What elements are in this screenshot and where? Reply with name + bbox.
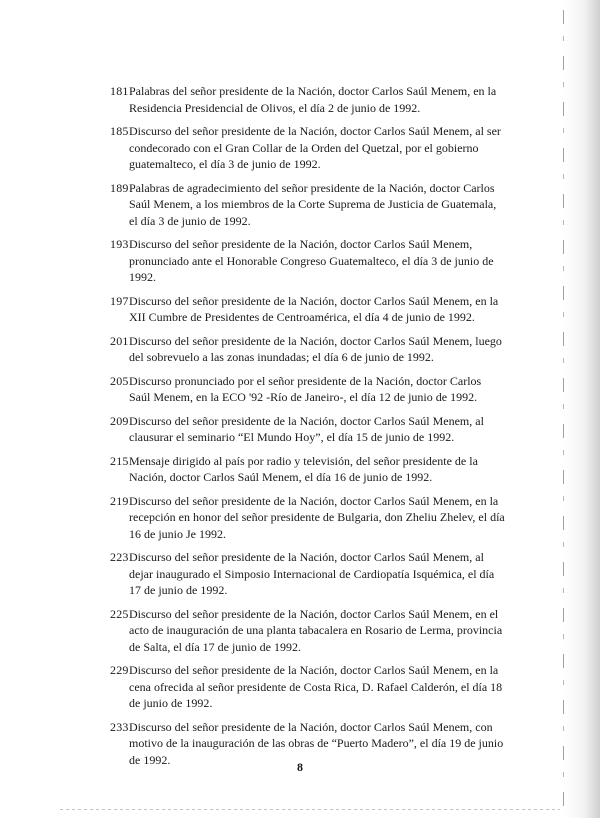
toc-page-number: 201	[110, 333, 129, 348]
toc-entry	[110, 493, 505, 543]
toc-entry-text: Palabras de agradecimiento del señor presidente de la Nación, doctor Carlos Saúl Menem, a los miembros de la Corte Suprema de Justicia de Guatemala, el día 3 de junio de 1992.	[129, 180, 497, 228]
toc-entry-text: Discurso del señor presidente de la Nación, doctor Carlos Saúl Menem, al clausurar el seminario “El Mundo Hoy”, el día 15 de junio de 1992.	[129, 413, 484, 444]
toc-page-number: 197	[110, 293, 129, 308]
toc-entry-text: Discurso del señor presidente de la Nación, doctor Carlos Saúl Menem, al ser condecorado con el Gran Collar de la Orden del Quetzal, por el gobierno guatemalteco, el día 3 de junio de 1992.	[129, 124, 501, 171]
toc-entry-text: Discurso del señor presidente de la Nación, doctor Carlos Saúl Menem, al dejar inaugurado el Simposio Internacional de Cardiopatía Isquémica, el día 17 de junio de 1992.	[129, 550, 495, 597]
toc-entry-text: Discurso del señor presidente de la Nación, doctor Carlos Saúl Menem, en la XII Cumbre de Presidentes de Centroamérica, el día 4 de junio de 1992.	[129, 293, 499, 324]
toc-entry-text: Mensaje dirigido al país por radio y televisión, del señor presidente de la Nación, doctor Carlos Saúl Menem, el día 16 de junio de 1992.	[129, 453, 478, 484]
toc-page-number: 219	[110, 493, 129, 508]
toc-page-number: 225	[110, 606, 129, 621]
toc-entry	[110, 180, 505, 230]
toc-page-number: 193	[110, 237, 129, 251]
toc-entry	[110, 549, 505, 599]
toc-entry-text: Discurso del señor presidente de la Nación, doctor Carlos Saúl Menem, en el acto de inauguración de una planta tabacalera en Rosario de Lerma, provincia de Salta, el día 17 de junio de 1992.	[129, 606, 503, 654]
toc-entry-text: Discurso del señor presidente de la Nación, doctor Carlos Saúl Menem, pronunciado ante el Honorable Congreso Guatemalteco, el día 3 de junio de 1992.	[129, 237, 494, 284]
toc-page-number: 233	[110, 719, 129, 734]
toc-entry	[110, 413, 505, 446]
toc-page-number: 189	[110, 180, 129, 195]
toc-page-number: 223	[110, 550, 129, 564]
toc-page-number: 215	[110, 453, 129, 468]
toc-entry-text: Palabras del señor presidente de la Nación, doctor Carlos Saúl Menem, en la Residencia Presidencial de Olivos, el día 2 de junio de 1992.	[129, 84, 497, 115]
page-folio-number: 8	[297, 760, 303, 774]
toc-entry-text: Discurso del señor presidente de la Nación, doctor Carlos Saúl Menem, con motivo de la inauguración de las obras de “Puerto Madero”, el día 19 de junio de 1992.	[129, 719, 504, 767]
page-edge-shadow	[564, 0, 600, 818]
toc-entry-text: Discurso del señor presidente de la Nación, doctor Carlos Saúl Menem, en la cena ofrecida al señor presidente de Costa Rica, D. Rafael Calderón, el día 18 de junio de 1992.	[129, 663, 503, 710]
table-of-contents	[110, 83, 505, 775]
toc-page-number: 209	[110, 413, 129, 428]
toc-entry	[110, 606, 505, 656]
toc-page-number: 205	[110, 373, 129, 388]
toc-entry	[110, 373, 505, 406]
toc-page-number: 185	[110, 124, 129, 138]
toc-entry	[110, 333, 505, 366]
toc-entry-text: Discurso pronunciado por el señor presidente de la Nación, doctor Carlos Saúl Menem, en la ECO '92 -Río de Janeiro-, el día 12 de junio de 1992.	[129, 373, 482, 404]
scan-edge-line	[563, 10, 564, 810]
toc-entry-text: Discurso del señor presidente de la Nación, doctor Carlos Saúl Menem, en la recepción en honor del señor presidente de Bulgaria, don Zheliu Zhelev, el día 16 de junio Je 1992.	[129, 493, 505, 541]
toc-page-number: 181	[110, 84, 129, 98]
toc-entry	[110, 662, 505, 712]
scan-bottom-edge	[60, 809, 560, 810]
toc-page-number: 229	[110, 663, 129, 677]
toc-entry	[110, 236, 505, 286]
toc-entry	[110, 293, 505, 326]
toc-entry	[110, 83, 505, 116]
toc-entry	[110, 123, 505, 173]
toc-entry	[110, 453, 505, 486]
toc-entry-text: Discurso del señor presidente de la Nación, doctor Carlos Saúl Menem, luego del sobrevuelo a las zonas inundadas; el día 6 de junio de 1992.	[129, 333, 502, 364]
